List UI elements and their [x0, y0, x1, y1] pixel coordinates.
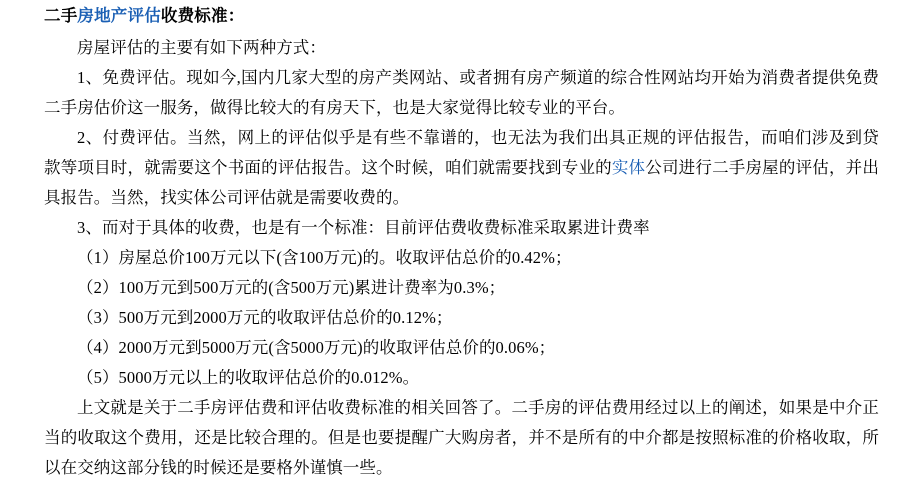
page-title-accent: 房地产评估 — [77, 6, 161, 25]
rate-tier-2: （2）100万元到500万元的(含500万元)累进计费率为0.3%； — [77, 278, 506, 297]
entity-link[interactable]: 实体 — [611, 158, 646, 177]
page-title-prefix: 二手 — [44, 6, 78, 25]
rate-tier-4: （4）2000万元到5000万元(含5000万元)的收取评估总价的0.06%； — [77, 338, 556, 357]
rate-tier-3: （3）500万元到2000万元的收取评估总价的0.12%； — [77, 308, 453, 327]
rate-tier-1: （1）房屋总价100万元以下(含100万元)的。收取评估总价的0.42%； — [77, 248, 572, 267]
page-title — [44, 2, 879, 30]
page-title-suffix: 收费标准： — [160, 6, 245, 25]
article-body — [44, 0, 879, 483]
paragraph-item-3: 3、而对于具体的收费，也是有一个标准：目前评估费收费标准采取累进计费率 — [77, 218, 650, 237]
paragraph-item-2 — [44, 123, 879, 213]
rate-tier-5: （5）5000万元以上的收取评估总价的0.012%。 — [77, 368, 420, 387]
paragraph-intro: 房屋评估的主要有如下两种方式： — [77, 38, 326, 57]
paragraph-item-2-part-b: 公司进行二手房屋的评估，并出具报告。当然，找实体公司评估就是需要收费的。 — [44, 158, 879, 207]
paragraph-conclusion: 上文就是关于二手房评估费和评估收费标准的相关回答了。二手房的评估费用经过以上的阐述，如果是中介正当的收取这个费用，还是比较合理的。但是也要提醒广大购房者，并不是所有的中介都是按照标准的价格收取，所以在交纳这部分钱的时候还是要格外谨慎一些。 — [44, 398, 879, 477]
paragraph-item-2-part-a: 2、付费评估。当然，网上的评估似乎是有些不靠谱的，也无法为我们出具正规的评估报告，而咱们涉及到贷款等项目时，就需要这个书面的评估报告。这个时候，咱们就需要找到专业的 — [44, 128, 879, 177]
paragraph-item-1: 1、免费评估。现如今,国内几家大型的房产类网站、或者拥有房产频道的综合性网站均开始为消费者提供免费二手房估价这一服务，做得比较大的有房天下，也是大家觉得比较专业的平台。 — [44, 68, 879, 117]
